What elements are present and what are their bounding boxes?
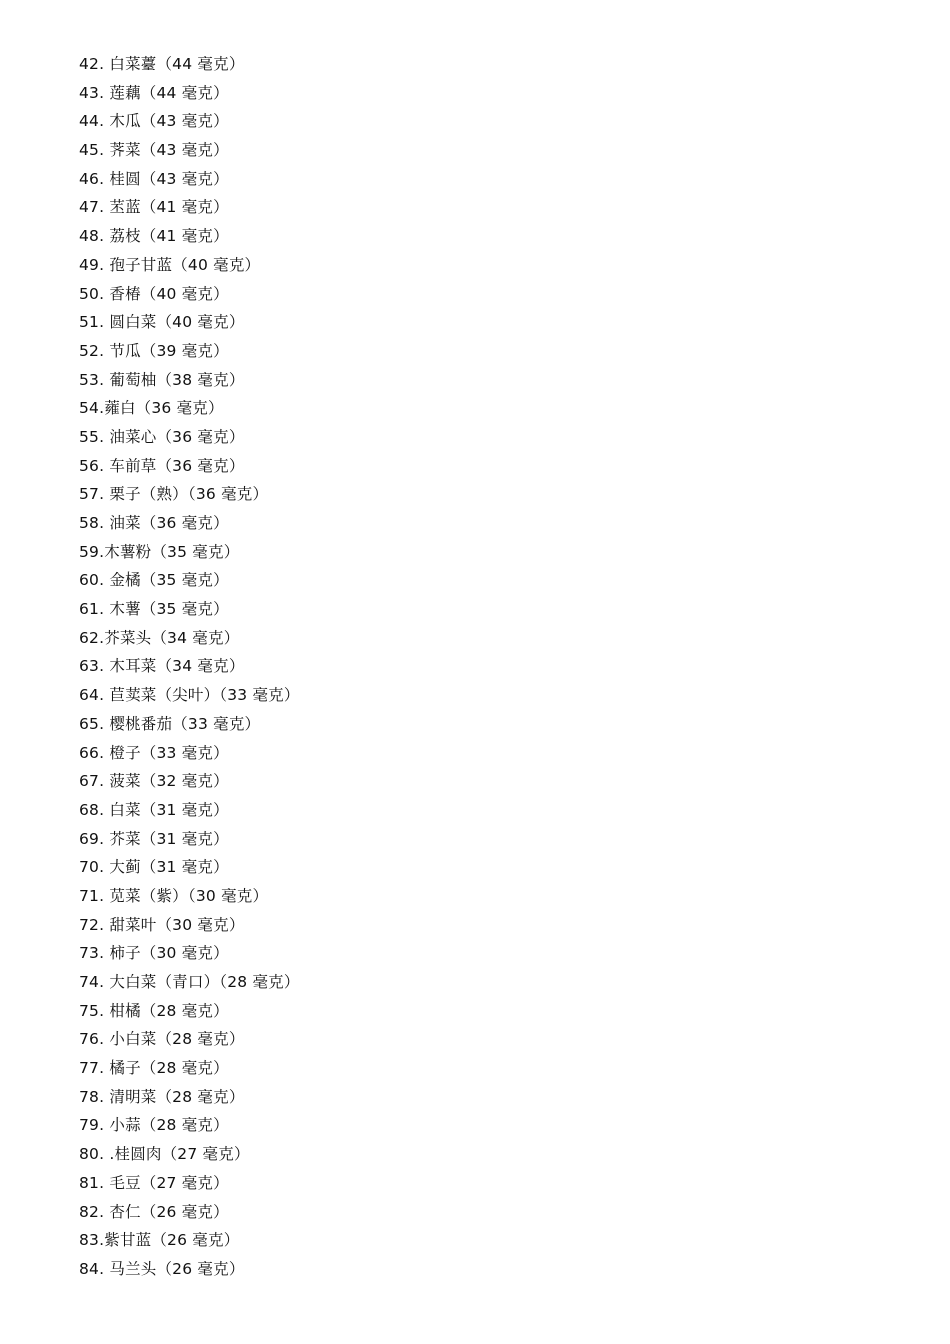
list-item: 45. 荠菜（43 毫克） [79, 141, 229, 160]
list-item: 70. 大蓟（31 毫克） [79, 858, 229, 877]
list-item: 51. 圆白菜（40 毫克） [79, 313, 245, 332]
list-item: 48. 荔枝（41 毫克） [79, 227, 229, 246]
list-item: 47. 苤蓝（41 毫克） [79, 198, 229, 217]
list-item: 56. 车前草（36 毫克） [79, 456, 245, 475]
list-item: 83.紫甘蓝（26 毫克） [79, 1231, 240, 1250]
list-item: 60. 金橘（35 毫克） [79, 571, 229, 590]
vitamin-c-food-list [79, 50, 300, 1284]
list-item: 58. 油菜（36 毫克） [79, 514, 229, 532]
list-item: 54.蕹白（36 毫克） [79, 399, 224, 418]
list-item: 68. 白菜（31 毫克） [79, 800, 229, 819]
list-item: 61. 木薯（35 毫克） [79, 600, 229, 619]
list-item: 69. 芥菜（31 毫克） [79, 829, 229, 848]
list-item: 66. 橙子（33 毫克） [79, 743, 229, 762]
list-item: 76. 小白菜（28 毫克） [79, 1030, 245, 1049]
list-item: 72. 甜菜叶（30 毫克） [79, 915, 245, 934]
list-item: 42. 白菜薹（44 毫克） [79, 55, 245, 73]
list-item: 71. 苋菜（紫）（30 毫克） [79, 886, 269, 905]
list-item: 77. 橘子（28 毫克） [79, 1059, 229, 1078]
list-item: 64. 苣荬菜（尖叶）（33 毫克） [79, 686, 300, 705]
list-item: 84. 马兰头（26 毫克） [79, 1259, 245, 1278]
list-item: 63. 木耳菜（34 毫克） [79, 657, 245, 676]
list-item: 81. 毛豆（27 毫克） [79, 1173, 229, 1192]
list-item: 59.木薯粉（35 毫克） [79, 542, 240, 561]
list-item: 67. 菠菜（32 毫克） [79, 772, 229, 791]
list-item: 75. 柑橘（28 毫克） [79, 1001, 229, 1020]
list-item: 57. 栗子（熟）（36 毫克） [79, 485, 269, 504]
list-item: 43. 莲藕（44 毫克） [79, 83, 229, 102]
list-item: 65. 樱桃番茄（33 毫克） [79, 714, 261, 733]
list-item: 73. 柿子（30 毫克） [79, 944, 229, 963]
list-item: 53. 葡萄柚（38 毫克） [79, 370, 245, 389]
list-item: 78. 清明菜（28 毫克） [79, 1087, 245, 1106]
list-item: 46. 桂圆（43 毫克） [79, 169, 229, 188]
list-item: 74. 大白菜（青口）（28 毫克） [79, 973, 300, 991]
list-item: 80. .桂圆肉（27 毫克） [79, 1145, 250, 1164]
list-item: 62.芥菜头（34 毫克） [79, 628, 240, 647]
list-item: 55. 油菜心（36 毫克） [79, 427, 245, 446]
list-item: 50. 香椿（40 毫克） [79, 284, 229, 303]
list-item: 82. 杏仁（26 毫克） [79, 1202, 229, 1221]
list-item: 49. 孢子甘蓝（40 毫克） [79, 255, 261, 274]
list-item: 44. 木瓜（43 毫克） [79, 112, 229, 131]
list-item: 79. 小蒜（28 毫克） [79, 1116, 229, 1135]
list-item: 52. 节瓜（39 毫克） [79, 341, 229, 360]
